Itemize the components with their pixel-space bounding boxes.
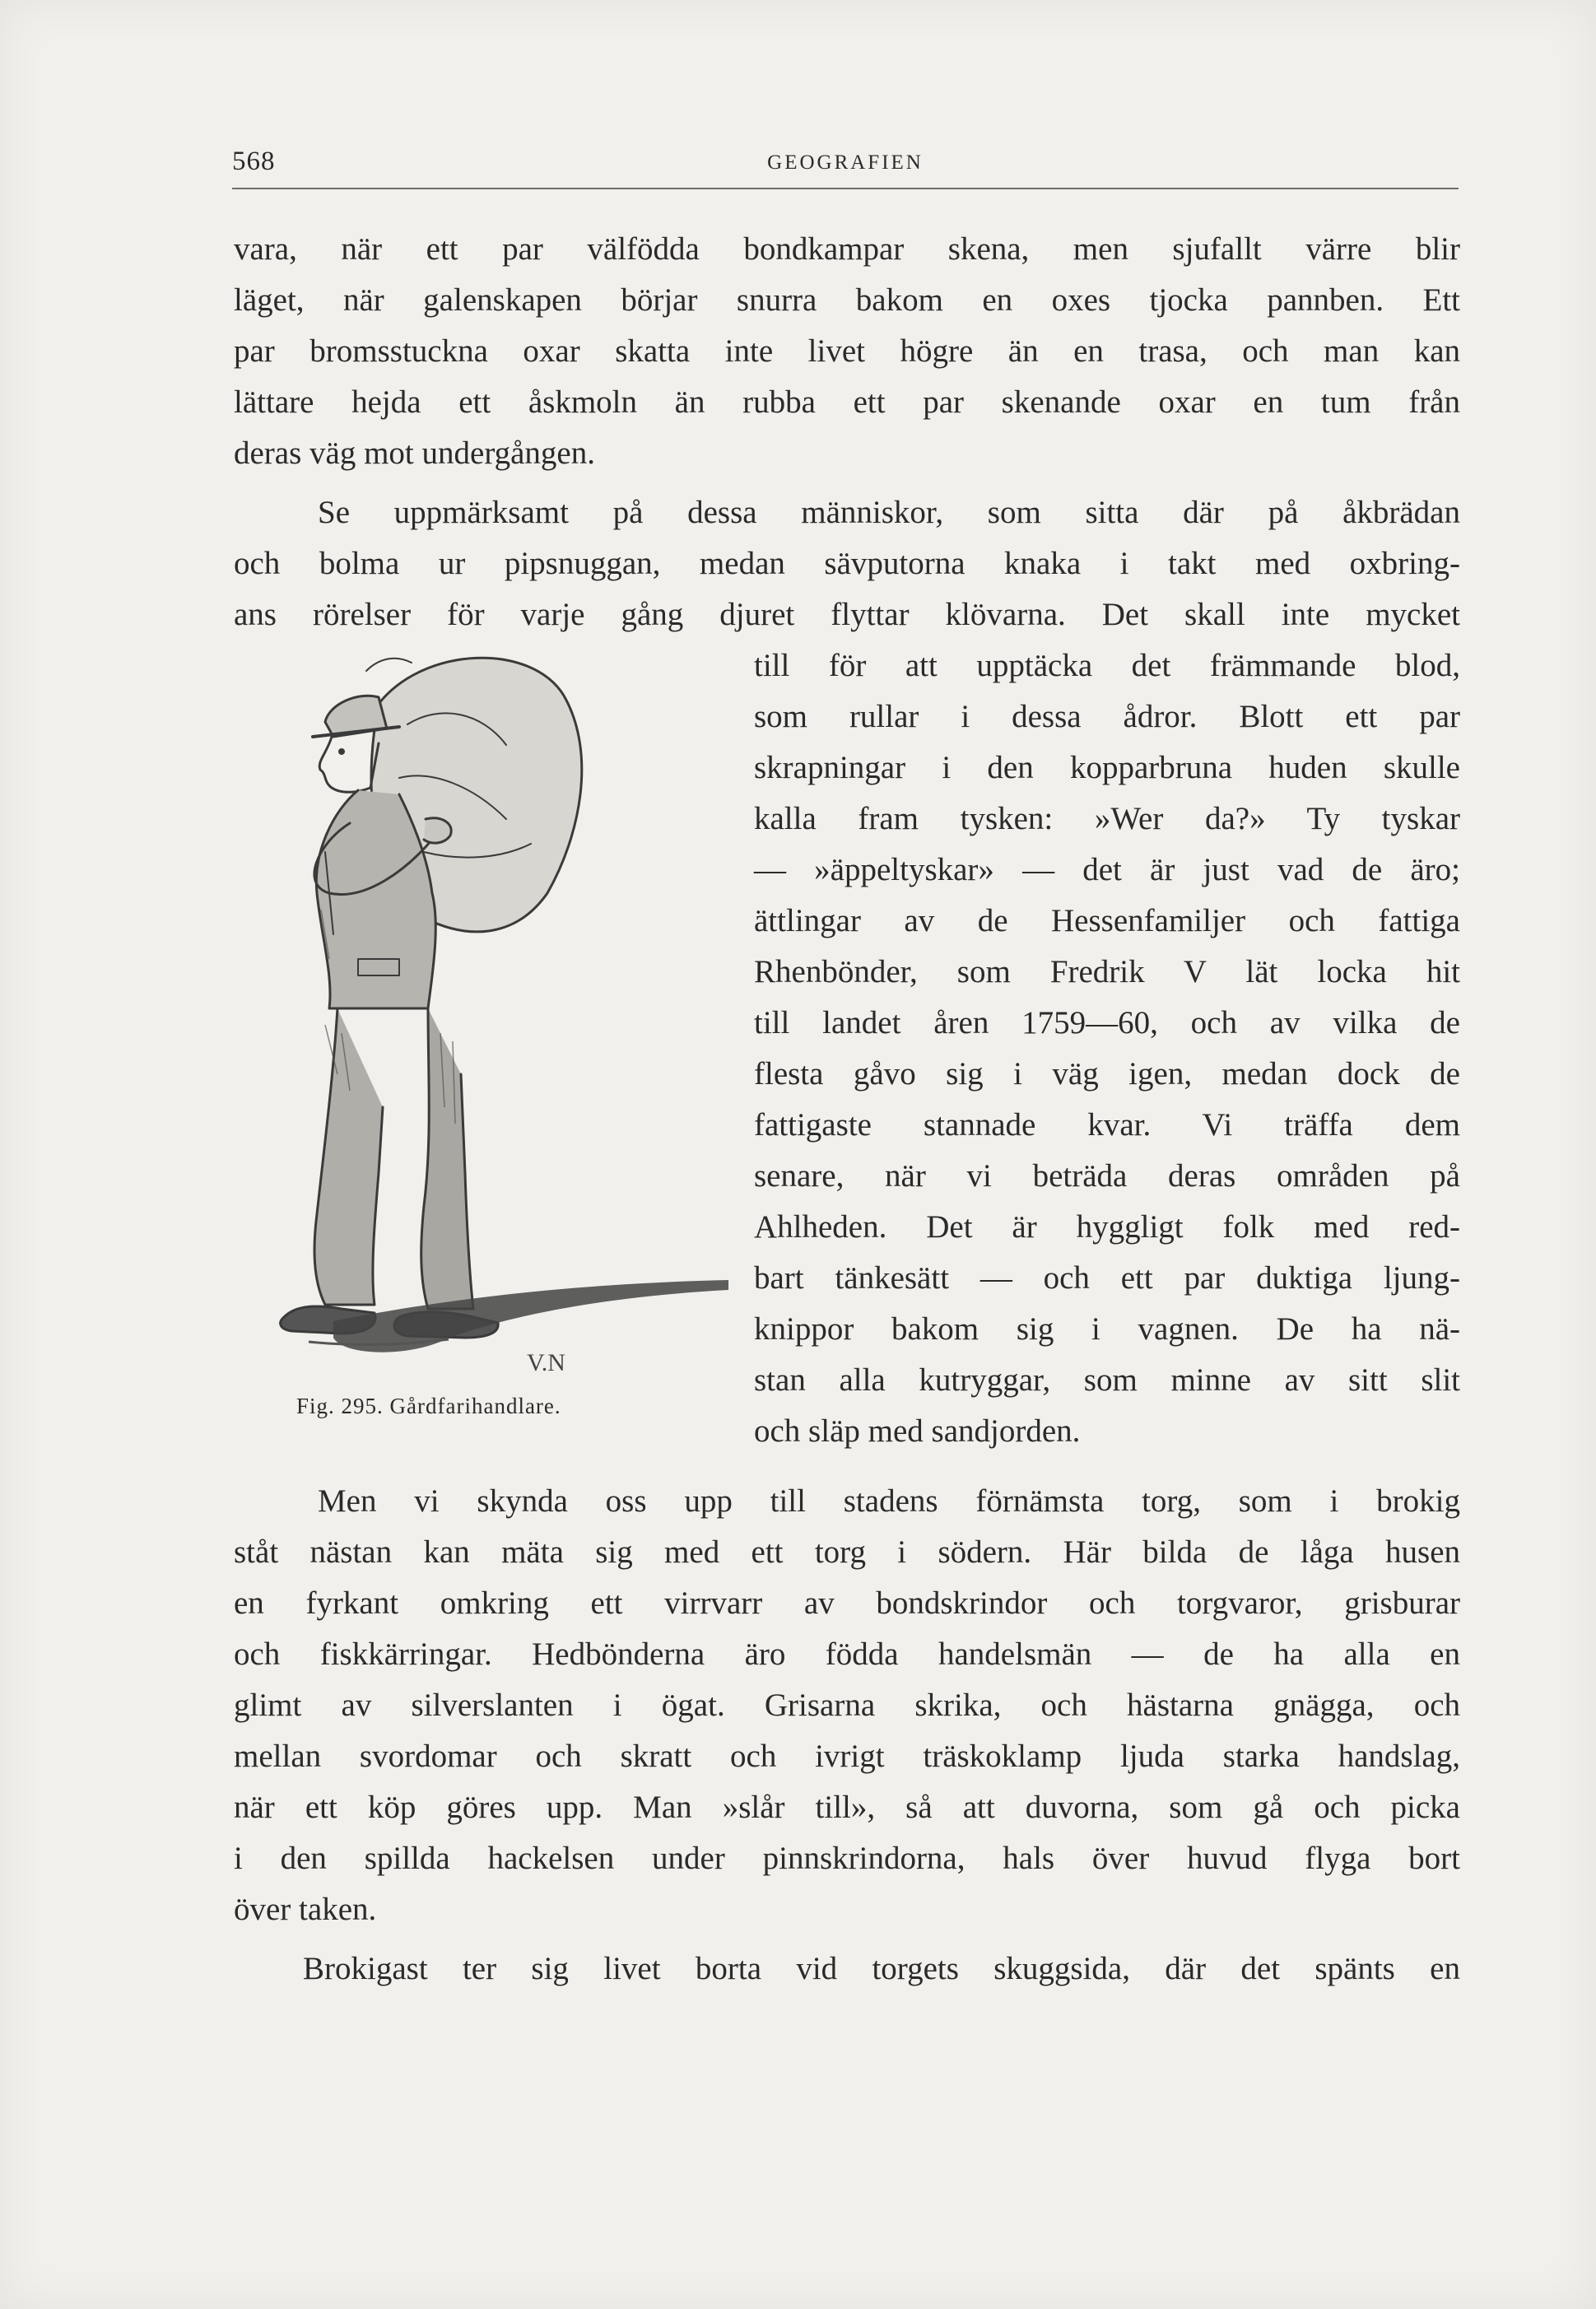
text-line: till för att upptäcka det främmande blod,	[754, 648, 1460, 683]
text-line: mellan svordomar och skratt och ivrigt träskoklamp ljuda starka handslag,	[234, 1739, 1460, 1774]
text-line: en fyrkant omkring ett virrvarr av bondskrindor och torgvaror, grisburar	[234, 1585, 1460, 1621]
text-line: som rullar i dessa ådror. Blott ett par	[754, 699, 1460, 734]
text-line: och fiskkärringar. Hedbönderna äro födda handelsmän — de ha alla en	[234, 1636, 1460, 1672]
figure-caption: Fig. 295. Gårdfarihandlare.	[296, 1394, 561, 1418]
text-line: vara, när ett par välfödda bondkampar skena, men sjufallt värre blir	[234, 231, 1460, 267]
text-line: kalla fram tysken: »Wer da?» Ty tyskar	[754, 801, 1460, 836]
text-line: läget, när galenskapen börjar snurra bakom en oxes tjocka pannben. Ett	[234, 282, 1460, 318]
text-line: bart tänkesätt — och ett par duktiga ljung-	[754, 1260, 1460, 1296]
page-header	[232, 147, 1459, 189]
text-line: — »äppeltyskar» — det är just vad de äro;	[754, 852, 1460, 887]
text-line: ans rörelser för varje gång djuret flyttar klövarna. Det skall inte mycket	[234, 597, 1460, 632]
figure-peddler	[235, 646, 733, 1387]
text-line: par bromsstuckna oxar skatta inte livet högre än en trasa, och man kan	[234, 333, 1460, 369]
text-line: Se uppmärksamt på dessa människor, som sitta där på åkbrädan	[318, 495, 1460, 530]
signature: V.N	[527, 1349, 565, 1376]
text-line: skrapningar i den kopparbruna huden skulle	[754, 750, 1460, 785]
text-line: Rhenbönder, som Fredrik V lät locka hit	[754, 954, 1460, 989]
text-line: deras väg mot undergången.	[234, 435, 595, 471]
text-line: Brokigast ter sig livet borta vid torgets skuggsida, där det spänts en	[303, 1951, 1460, 1986]
text-line: knippor bakom sig i vagnen. De ha nä-	[754, 1311, 1460, 1347]
page-number: 568	[232, 147, 276, 176]
text-line: över taken.	[234, 1892, 377, 1927]
text-line: ståt nästan kan mäta sig med ett torg i södern. Här bilda de låga husen	[234, 1534, 1460, 1570]
text-line: glimt av silverslanten i ögat. Grisarna skrika, och hästarna gnägga, och	[234, 1688, 1460, 1723]
running-head: GEOGRAFIEN	[767, 151, 924, 174]
text-line: Ahlheden. Det är hyggligt folk med red-	[754, 1209, 1460, 1245]
text-line: stan alla kutryggar, som minne av sitt slit	[754, 1362, 1460, 1398]
peddler-illustration-icon	[235, 646, 733, 1387]
text-line: senare, när vi beträda deras områden på	[754, 1158, 1460, 1194]
text-line: lättare hejda ett åskmoln än rubba ett par skenande oxar en tum från	[234, 384, 1460, 420]
text-line: ättlingar av de Hessenfamiljer och fattiga	[754, 903, 1460, 938]
text-line: Men vi skynda oss upp till stadens förnämsta torg, som i brokig	[318, 1483, 1460, 1519]
text-line: och bolma ur pipsnuggan, medan sävputorna knaka i takt med oxbring-	[234, 546, 1460, 581]
text-line: flesta gåvo sig i väg igen, medan dock de	[754, 1056, 1460, 1092]
text-line: i den spillda hackelsen under pinnskrindorna, hals över huvud flyga bort	[234, 1841, 1460, 1876]
text-line: och släp med sandjorden.	[754, 1413, 1081, 1449]
text-line: till landet åren 1759—60, och av vilka de	[754, 1005, 1460, 1040]
text-line: när ett köp göres upp. Man »slår till», så att duvorna, som gå och picka	[234, 1790, 1460, 1825]
text-line: fattigaste stannade kvar. Vi träffa dem	[754, 1107, 1460, 1143]
